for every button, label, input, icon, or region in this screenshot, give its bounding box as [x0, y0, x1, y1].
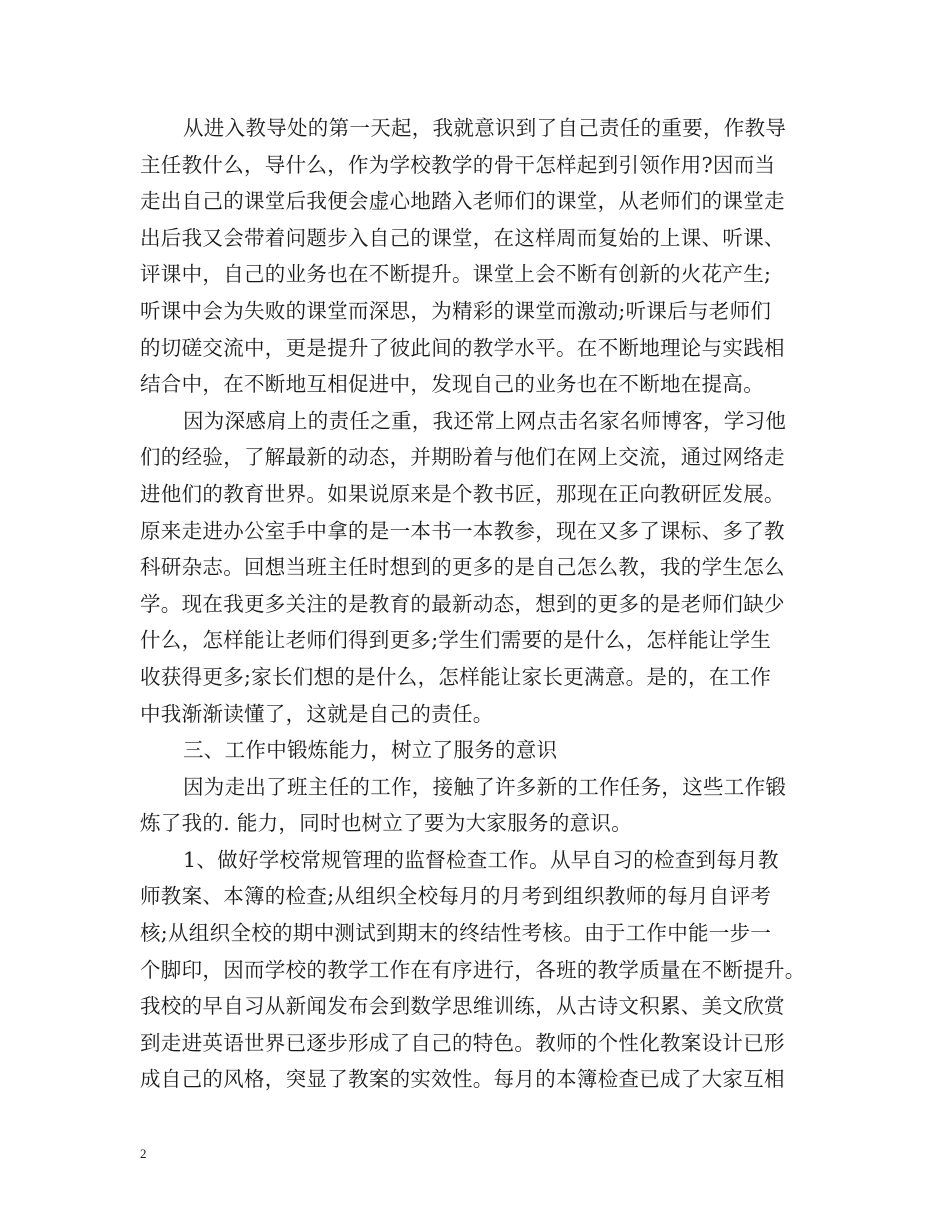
paragraph-line: 的切磋交流中，更是提升了彼此间的教学水平。在不断地理论与实践相: [140, 335, 785, 360]
paragraph-line: 因为走出了班主任的工作，接触了许多新的工作任务，这些工作锻: [183, 774, 787, 799]
paragraph-line: 学。现在我更多关注的是教育的最新动态，想到的更多的是老师们缺少: [140, 591, 785, 616]
paragraph-line: 个脚印，因而学校的教学工作在有序进行，各班的教学质量在不断提升。: [140, 957, 806, 982]
paragraph-line: 我校的早自习从新闻发布会到数学思维训练，从古诗文积累、美文欣赏: [140, 994, 785, 1019]
paragraph-line: 收获得更多;家长们想的是什么，怎样能让家长更满意。是的，在工作: [140, 664, 772, 689]
paragraph-line: 师教案、本簿的检查;从组织全校每月的月考到组织教师的每月自评考: [140, 884, 772, 909]
paragraph-line: 结合中，在不断地互相促进中，发现自己的业务也在不断地在提高。: [140, 372, 764, 397]
paragraph-line: 评课中，自己的业务也在不断提升。课堂上会不断有创新的火花产生;: [140, 262, 772, 287]
paragraph-line: 炼了我的. 能力，同时也树立了要为大家服务的意识。: [140, 811, 633, 836]
page-number: 2: [140, 1146, 147, 1161]
paragraph-line: 听课中会为失败的课堂而深思，为精彩的课堂而激动;听课后与老师们: [140, 298, 772, 323]
paragraph-line: 核;从组织全校的期中测试到期末的终结性考核。由于工作中能一步一: [140, 921, 772, 946]
paragraph-line: 科研杂志。回想当班主任时想到的更多的是自己怎么教，我的学生怎么: [140, 555, 785, 580]
paragraph-line: 什么，怎样能让老师们得到更多;学生们需要的是什么，怎样能让学生: [140, 628, 772, 653]
paragraph-line: 进他们的教育世界。如果说原来是个教书匠，那现在正向教研匠发展。: [140, 481, 785, 506]
paragraph-line: 从进入教导处的第一天起，我就意识到了自己责任的重要，作教导: [183, 116, 787, 140]
body-text: [140, 110, 830, 1098]
paragraph-line: 到走进英语世界已逐步形成了自己的特色。教师的个性化教案设计已形: [140, 1030, 785, 1055]
paragraph-line: 1、做好学校常规管理的监督检查工作。从早自习的检查到每月教: [183, 847, 779, 872]
section-heading: 三、工作中锻炼能力，树立了服务的意识: [183, 738, 558, 763]
paragraph-line: 出后我又会带着问题步入自己的课堂，在这样周而复始的上课、听课、: [140, 225, 785, 250]
paragraph-line: 走出自己的课堂后我便会虚心地踏入老师们的课堂，从老师们的课堂走: [140, 189, 785, 214]
paragraph-line: 中我渐渐读懂了，这就是自己的责任。: [140, 701, 494, 726]
paragraph-line: 原来走进办公室手中拿的是一本书一本教参，现在又多了课标、多了教: [140, 518, 785, 543]
paragraph-line: 主任教什么，导什么，作为学校教学的骨干怎样起到引领作用?因而当: [140, 152, 776, 177]
paragraph-line: 们的经验，了解最新的动态，并期盼着与他们在网上交流，通过网络走: [140, 445, 785, 470]
paragraph-line: 成自己的风格，突显了教案的实效性。每月的本簿检查已成了大家互相: [140, 1067, 785, 1092]
paragraph-line: 因为深感肩上的责任之重，我还常上网点击名家名师博客，学习他: [183, 408, 787, 433]
